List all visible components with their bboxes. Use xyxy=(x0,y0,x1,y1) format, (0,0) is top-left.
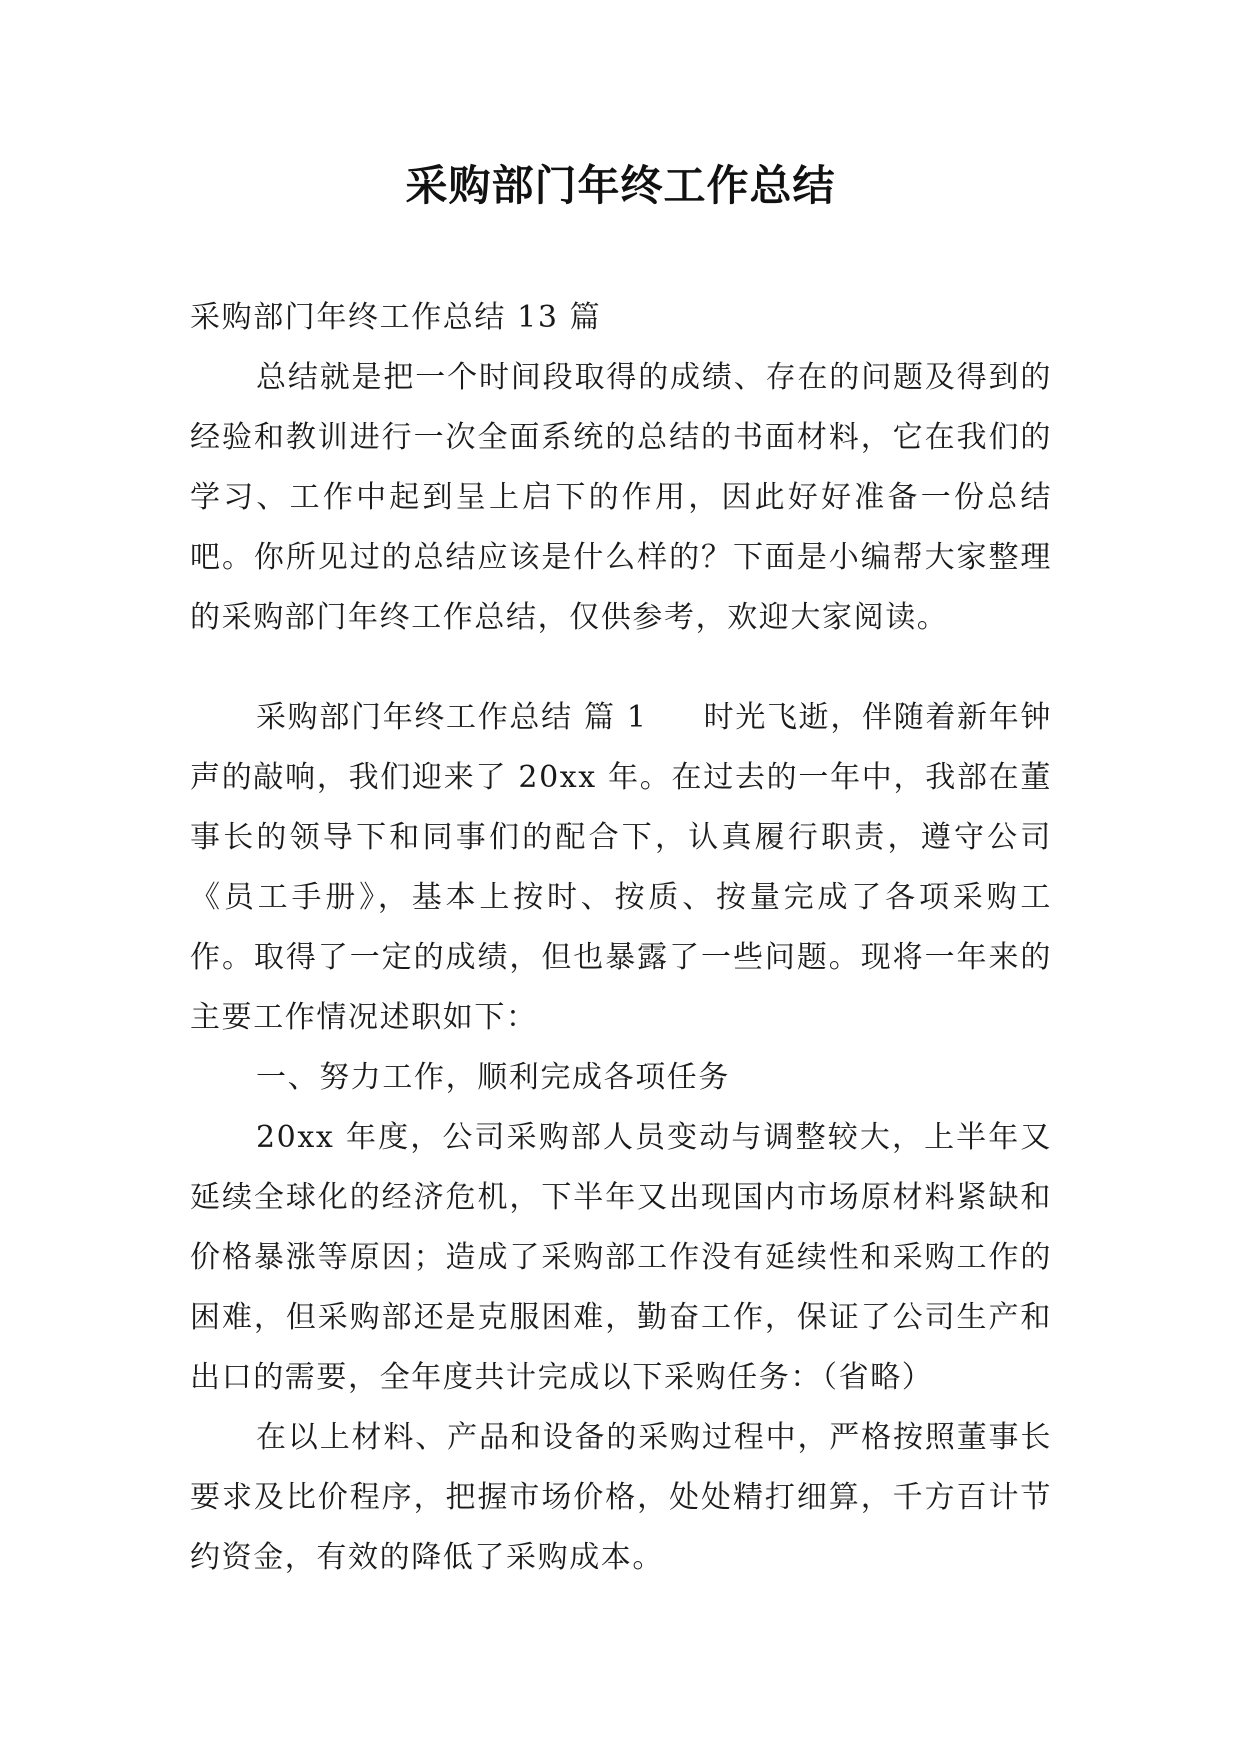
document-title: 采购部门年终工作总结 xyxy=(405,161,836,210)
section-1-subheading: 一、努力工作，顺利完成各项任务 xyxy=(256,1060,730,1095)
section-1 xyxy=(190,688,1052,1588)
section-1-paragraph-2: 20xx 年度，公司采购部人员变动与调整较大，上半年又延续全球化的经济危机，下半年又出现国内市场原材料紧缺和价格暴涨等原因；造成了采购部工作没有延续性和采购工作的困难，但采购部还是克服困难，勤奋工作，保证了公司生产和出口的需要，全年度共计完成以下采购任务：（省略） xyxy=(190,1120,1052,1395)
section-1-opening-paragraph xyxy=(190,688,1052,1048)
section-1-paragraph-3: 在以上材料、产品和设备的采购过程中，严格按照董事长要求及比价程序，把握市场价格，处处精打细算，千方百计节约资金，有效的降低了采购成本。 xyxy=(190,1420,1052,1575)
intro-paragraph: 总结就是把一个时间段取得的成绩、存在的问题及得到的经验和教训进行一次全面系统的总结的书面材料，它在我们的学习、工作中起到呈上启下的作用，因此好好准备一份总结吧。你所见过的总结应该是什么样的？下面是小编帮大家整理的采购部门年终工作总结，仅供参考，欢迎大家阅读。 xyxy=(190,360,1052,635)
section-1-opening-text: 时光飞逝，伴随着新年钟声的敲响，我们迎来了 20xx 年。在过去的一年中，我部在董事长的领导下和同事们的配合下，认真履行职责，遵守公司《员工手册》，基本上按时、按质、按量完成了各项采购工作。取得了一定的成绩，但也暴露了一些问题。现将一年来的主要工作情况述职如下： xyxy=(190,700,1052,1035)
document-subtitle xyxy=(190,288,1052,348)
intro-block xyxy=(190,348,1052,648)
section-1-heading: 采购部门年终工作总结 篇 1 xyxy=(256,700,648,735)
subtitle-text: 采购部门年终工作总结 13 篇 xyxy=(190,300,602,335)
